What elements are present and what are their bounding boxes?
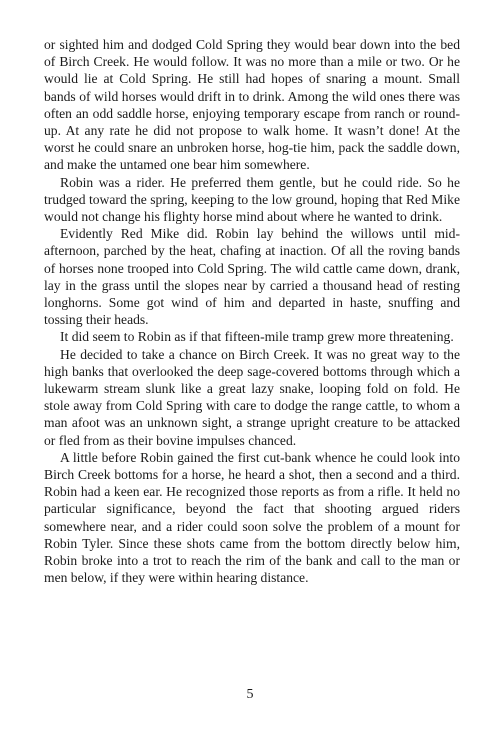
paragraph: Robin was a rider. He preferred them gentle, but he could ride. So he trudged toward the spring, keeping to the low ground, hoping that Red Mike would not change his flighty horse mind about where he wanted to drink. xyxy=(44,174,460,225)
paragraph: A little before Robin gained the first cut-bank whence he could look into Birch Creek bottoms for a horse, he heard a shot, then a second and a third. Robin had a keen ear. He recognized those reports as from a rifle. It held no particular significance, beyond the fact that shooting argued riders somewhere near, and a rider could soon solve the problem of a mount for Robin Tyler. Since these shots came from the bottom directly below him, Robin broke into a trot to reach the rim of the bank and call to the man or men below, if they were within hearing distance. xyxy=(44,449,460,586)
paragraph: He decided to take a chance on Birch Creek. It was no great way to the high banks that overlooked the deep sage-covered bottoms through which a lukewarm stream slunk like a great lazy snake, looping fold on fold. He stole away from Cold Spring with care to dodge the range cattle, to whom a man afoot was an unknown sight, a strange upright creature to be attacked or fled from as their bovine impulses chanced. xyxy=(44,346,460,448)
paragraph: Evidently Red Mike did. Robin lay behind the willows until mid-afternoon, parched by the heat, chafing at inaction. Of all the roving bands of horses none trooped into Cold Spring. The wild cattle came down, drank, lay in the grass until the slopes near by carried a thousand head of resting longhorns. Some got wind of him and departed in haste, snuffing and tossing their heads. xyxy=(44,226,460,328)
page-number: 5 xyxy=(246,687,254,702)
paragraph: or sighted him and dodged Cold Spring they would bear down into the bed of Birch Creek. He would follow. It was no more than a mile or two. Or he would lie at Cold Spring. He still had hopes of snaring a mount. Small bands of wild horses would drift in to drink. Among the wild ones there was often an odd saddle horse, enjoying temporary escape from ranch or round-up. At any rate he did not propose to walk home. It wasn’t done! At the worst he could snare an unbroken horse, hog-tie him, pack the saddle down, and make the untamed one bear him somewhere. xyxy=(44,37,460,173)
body-text xyxy=(44,36,460,587)
paragraph: It did seem to Robin as if that fifteen-mile tramp grew more threatening. xyxy=(60,329,454,345)
